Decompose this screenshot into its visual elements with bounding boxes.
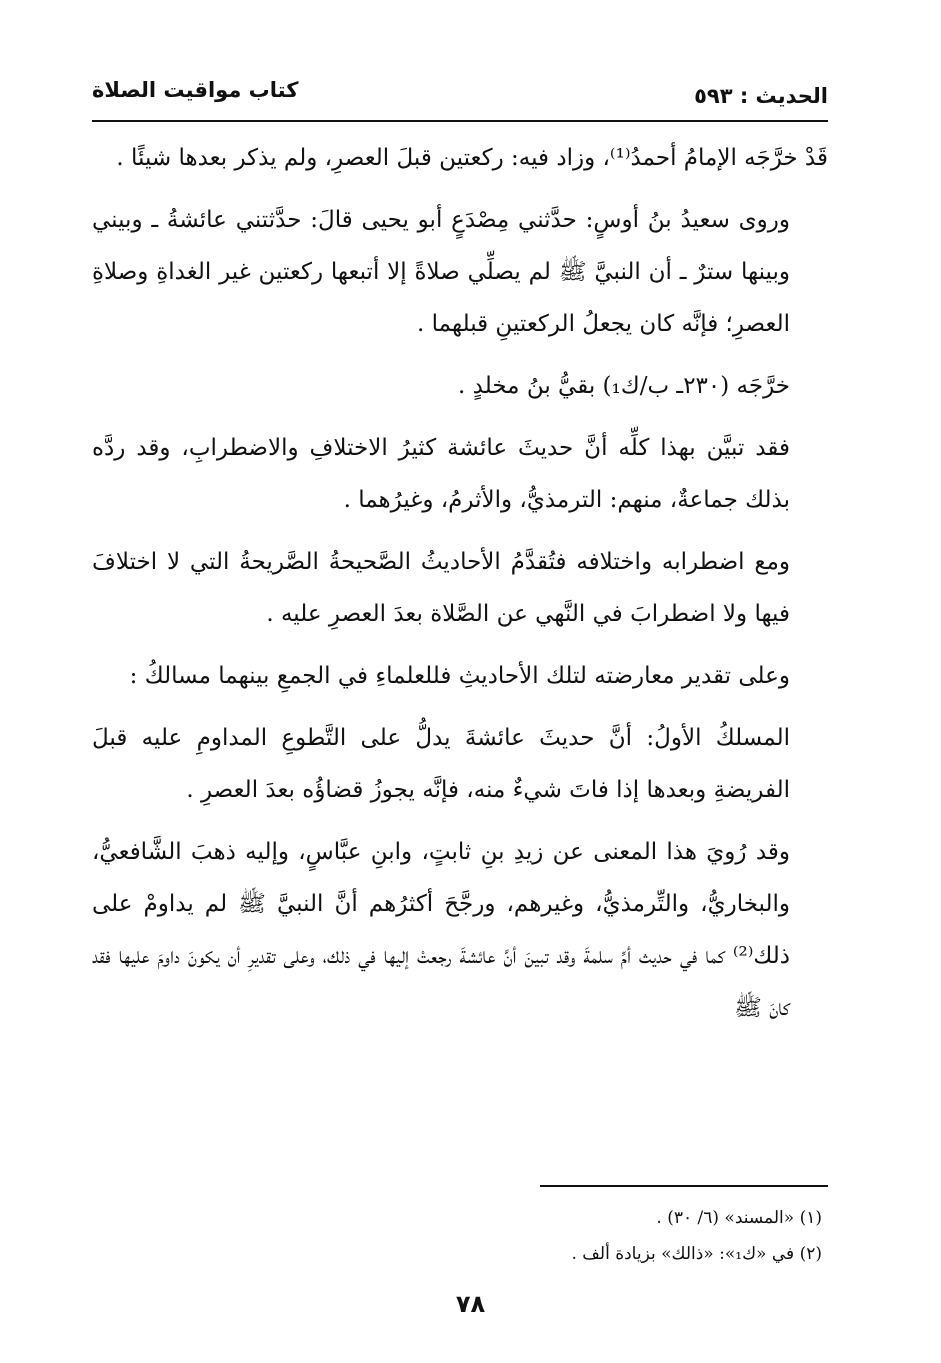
footnotes <box>92 1200 822 1272</box>
paragraph: وعلى تقدير معارضته لتلك الأحاديثِ فللعلماءِ في الجمعِ بينهما مسالكُ : <box>129 663 790 689</box>
main-text <box>92 132 828 1044</box>
running-header <box>92 70 828 118</box>
footnote-rule <box>540 1185 828 1187</box>
paragraph: وروى سعيدُ بنُ أوسٍ: حدَّثني مِصْدَعٍ أبو يحيى قالَ: حدَّثتني عائشةُ ـ وبيني وبينها سترٌ ـ أن النبيَّ ﷺ لم يصلِّي صلاةً إلا أتبعها ركعتين غير الغداةِ وصلاةِ العصرِ؛ فإنَّه كان يجعلُ الركعتينِ قبلهما . <box>92 207 790 337</box>
paragraph: فقد تبيَّن بهذا كلِّه أنَّ حديثَ عائشة كثيرُ الاختلافِ والاضطرابِ، وقد ردَّه بذلك جماعةٌ، منهم: الترمذيُّ، والأثرمُ، وغيرُهما . <box>92 435 790 513</box>
paragraph: ومع اضطرابه واختلافه فتُقدَّمُ الأحاديثُ الصَّحيحةُ الصَّريحةُ التي لا اختلافَ فيها ولا اضطرابَ في النَّهي عن الصَّلاة بعدَ العصرِ عليه . <box>92 549 790 627</box>
paragraph: وقد رُويَ هذا المعنى عن زيدِ بنِ ثابتٍ، وابنِ عبَّاسٍ، وإليه ذهبَ الشَّافعيُّ، والبخاريُّ، والتِّرمذيُّ، وغيرهم، ورجَّحَ أكثرُهم أنَّ النبيَّ ﷺ لم يداومْ على ذلك⁽²⁾ كما في حديث أمِّ سلمةَ وقد تبينَ أنَّ عائشةَ رجعتْ إليها في ذلك، وعلى تقديرِ أن يكونَ داومَ عليها فقد كانَ ﷺ <box>92 839 790 1021</box>
paragraph: قَدْ خرَّجَه الإمامُ أحمدُ⁽¹⁾، وزاد فيه: ركعتين قبلَ العصرِ، ولم يذكر بعدها شيئًا . <box>116 145 828 171</box>
paragraph: المسلكُ الأولُ: أنَّ حديثَ عائشةَ يدلُّ على التَّطوعِ المداومِ عليه قبلَ الفريضةِ وبعدها إذا فاتَ شيءٌ منه، فإنَّه يجوزُ قضاؤُه بعدَ العصرِ . <box>92 725 790 803</box>
paragraph: خرَّجَه (٢٣٠ـ ب/ك₁) بقيُّ بنُ مخلدٍ . <box>458 373 790 399</box>
footnote: (١) «المسند» (٦/ ٣٠) . <box>656 1208 822 1228</box>
book-title: كتاب مواقيت الصلاة <box>92 78 299 102</box>
hadith-number: الحديث : ٥٩٣ <box>694 84 828 108</box>
footnote: (٢) في «ك₁»: «ذالك» بزيادة ألف . <box>571 1244 822 1264</box>
page-number: ٧٨ <box>455 1290 486 1318</box>
header-rule <box>92 120 828 122</box>
